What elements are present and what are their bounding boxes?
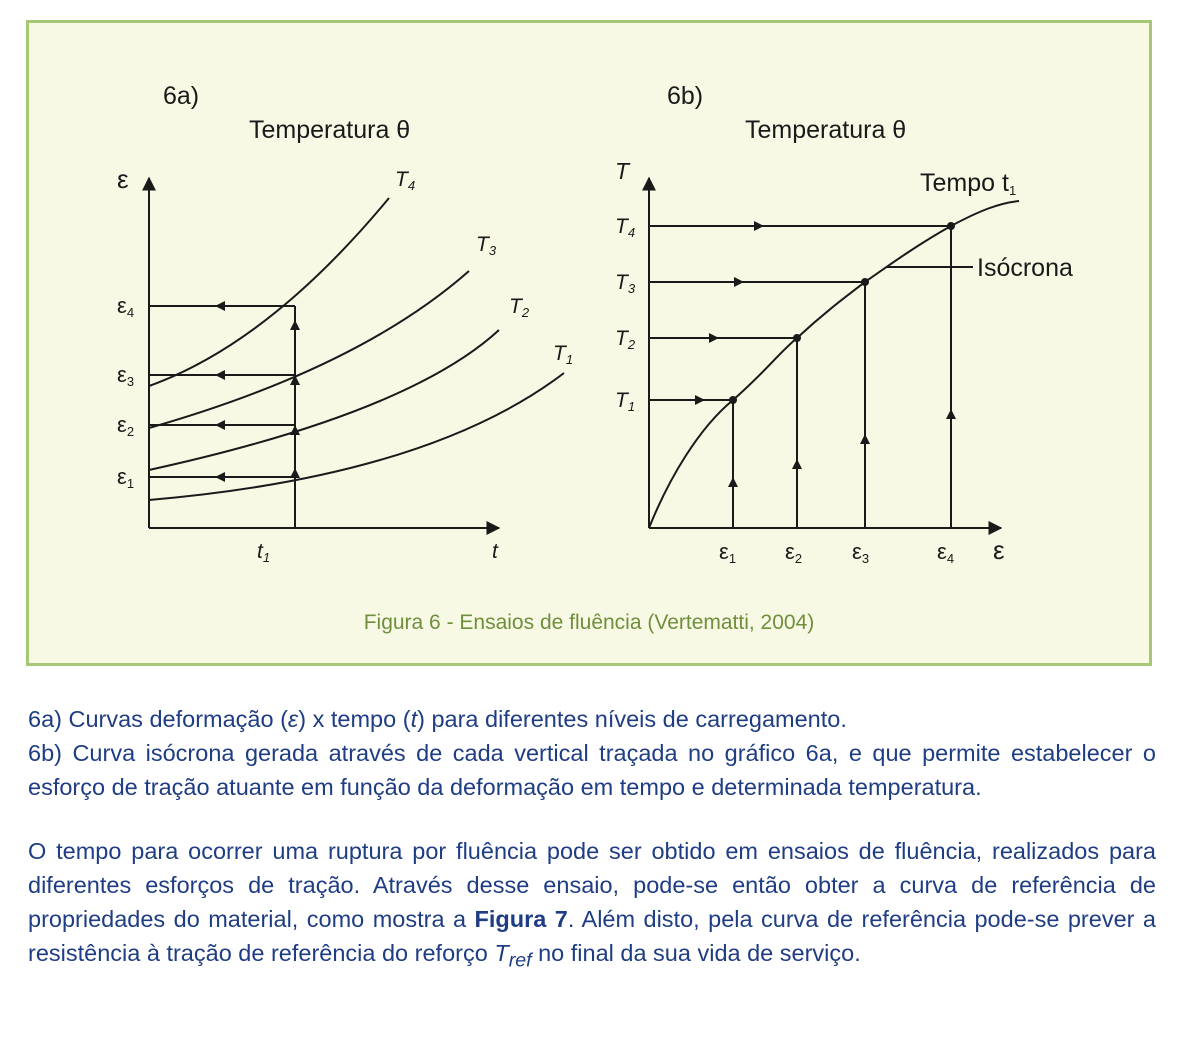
isochrone-label: Isócrona [977, 254, 1073, 282]
curve-label-T4: T4 [395, 168, 416, 193]
strain-label-eps3: ε3 [117, 362, 135, 389]
curve-label-T2: T2 [509, 295, 530, 320]
panel-b-title: Temperatura θ [745, 116, 907, 144]
curve-T1 [149, 373, 564, 500]
up-arrow-icon [946, 409, 956, 419]
figure-caption: Figura 6 - Ensaios de fluência (Vertematti, 2004) [363, 611, 815, 634]
right-arrow-icon [695, 395, 705, 405]
temp-label-T1: T1 [615, 389, 636, 414]
panel-a-title: Temperatura θ [249, 116, 411, 144]
panel-a-x-axis-label: t [492, 540, 498, 563]
panel-6b [649, 178, 1019, 528]
up-arrow-icon [860, 434, 870, 444]
isochrone-curve [649, 201, 1019, 528]
intersection-dot [729, 396, 737, 404]
strain-label-eps2: ε2 [117, 412, 135, 439]
body-text [28, 702, 1156, 978]
panel-a-label: 6a) [163, 82, 200, 110]
figure-box [26, 20, 1152, 666]
right-arrow-icon [709, 333, 719, 343]
left-arrow-icon [215, 472, 225, 482]
curve-T3 [149, 271, 469, 428]
strain-tick-eps4: ε4 [937, 539, 955, 566]
line-6b: 6b) Curva isócrona gerada através de cada vertical traçada no gráfico 6a, e que permite estabelecer o esforço de tração atuante em função da deformação em tempo e determinada temperatura. [28, 740, 1156, 800]
curve-label-T3: T3 [476, 233, 497, 258]
t1-tick-label: t1 [257, 540, 271, 565]
intersection-dot [861, 278, 869, 286]
panel-b-label: 6b) [667, 82, 704, 110]
strain-tick-eps2: ε2 [785, 539, 803, 566]
temp-label-T2: T2 [615, 327, 636, 352]
figura-7-reference: Figura 7 [474, 906, 568, 932]
intersection-dot [793, 334, 801, 342]
line-6a: 6a) Curvas deformação (ε) x tempo (t) para diferentes níveis de carregamento. [28, 706, 847, 732]
right-arrow-icon [734, 277, 744, 287]
panel-a-labels [117, 82, 573, 565]
strain-tick-eps1: ε1 [719, 539, 737, 566]
strain-tick-eps3: ε3 [852, 539, 870, 566]
curve-T4 [149, 198, 389, 386]
panel-b-x-axis-label: ε [993, 535, 1005, 565]
up-arrow-icon [728, 477, 738, 487]
left-arrow-icon [215, 301, 225, 311]
panel-b-y-axis-label: T [615, 158, 630, 184]
up-arrow-icon [290, 320, 300, 330]
temp-label-T3: T3 [615, 271, 636, 296]
strain-label-eps1: ε1 [117, 464, 135, 491]
figure-diagrams [29, 23, 1149, 663]
paragraph-ruptura: O tempo para ocorrer uma ruptura por fluência pode ser obtido em ensaios de fluência, realizados para diferentes esforços de tração. Através desse ensaio, pode-se então obter a curva de referência de propriedades do material, como mostra a Figura 7. Além disto, pela curva de referência pode-se prever a resistência à tração de referência do reforço $T_{ref}$ no final da sua vida de serviço. [28, 838, 1156, 972]
curve-T2 [149, 330, 499, 470]
left-arrow-icon [215, 420, 225, 430]
up-arrow-icon [792, 459, 802, 469]
tempo-t1-label: Tempo t1 [920, 169, 1017, 198]
panel-6a [149, 178, 564, 528]
panel-a-y-axis-label: ε [117, 164, 129, 194]
strain-label-eps4: ε4 [117, 293, 135, 320]
right-arrow-icon [754, 221, 764, 231]
panel-b-labels [615, 82, 1073, 566]
curve-label-T1: T1 [553, 342, 574, 367]
left-arrow-icon [215, 370, 225, 380]
intersection-dot [947, 222, 955, 230]
temp-label-T4: T4 [615, 215, 636, 240]
